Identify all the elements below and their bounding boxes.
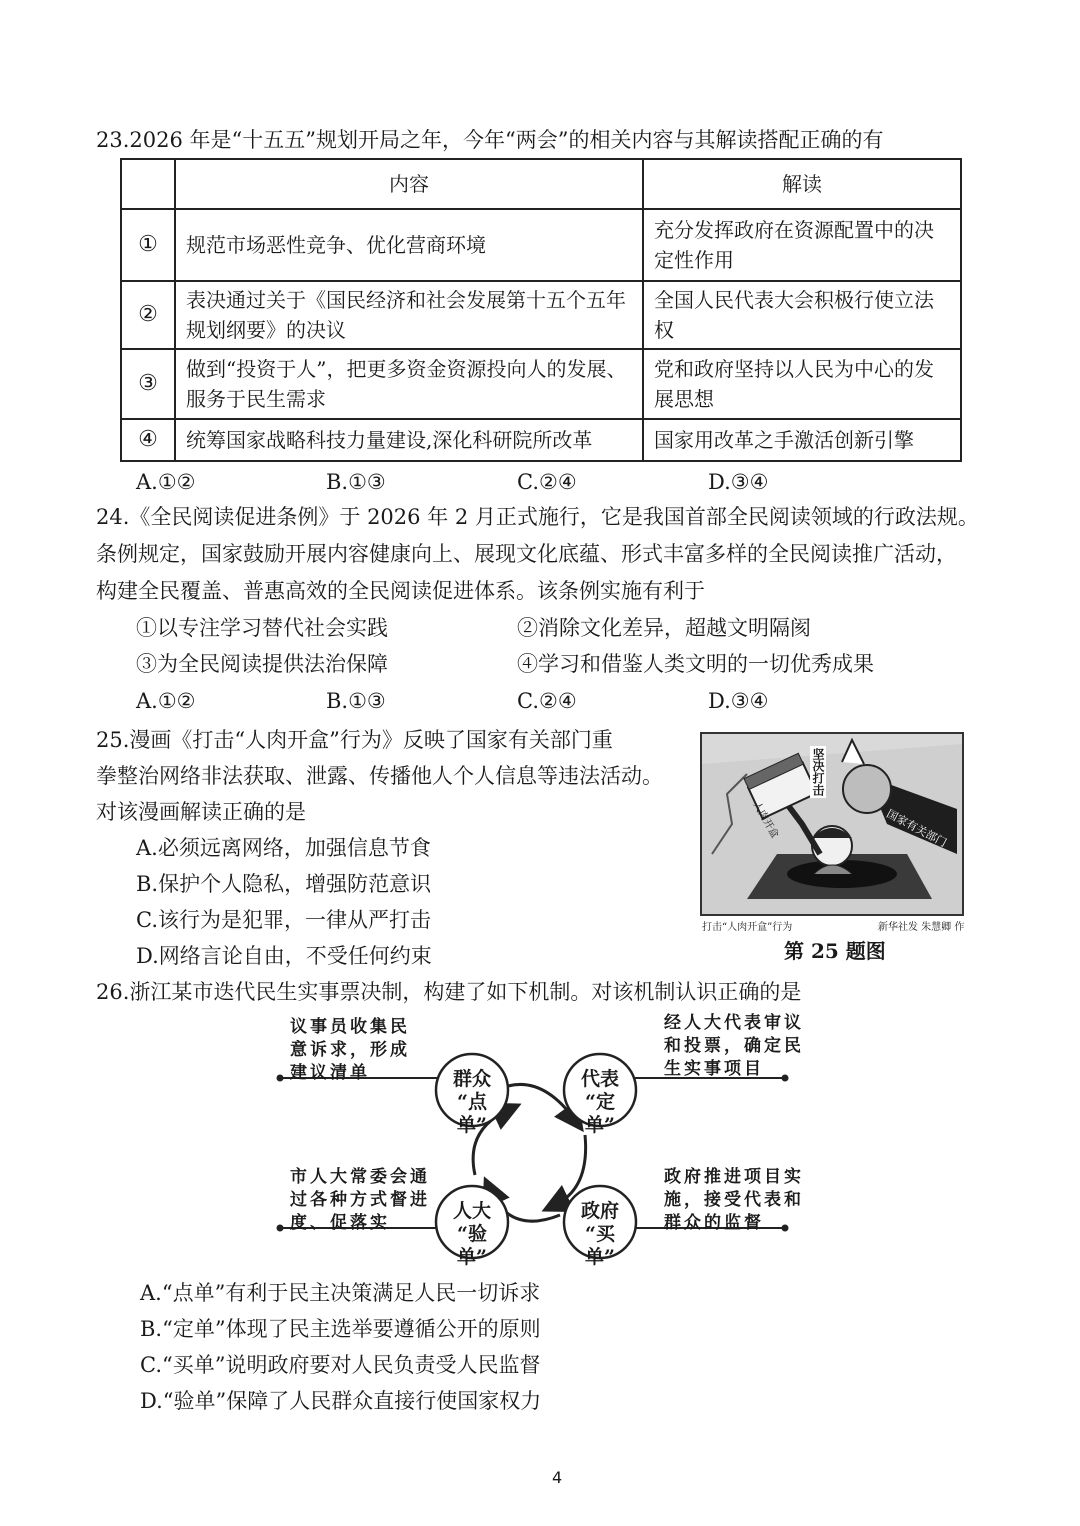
q24-option-c[interactable]: C.②④: [517, 689, 577, 713]
table-row: [121, 281, 961, 349]
table-header-row: [121, 159, 961, 209]
row-number: ③: [121, 349, 175, 419]
node-label-top: 政府: [580, 1200, 619, 1222]
row-content: 统筹国家战略科技力量建设,深化科研院所改革: [175, 419, 643, 461]
q24-line-1: 24.《全民阅读促进条例》于 2026 年 2 月正式施行，它是我国首部全民阅读领域的行政法规。: [96, 505, 979, 529]
table-row: [121, 209, 961, 281]
row-number: ④: [121, 419, 175, 461]
q24-option-d[interactable]: D.③④: [708, 689, 769, 713]
arm-label: 国家有关部门: [884, 807, 949, 850]
q23-option-a[interactable]: A.①②: [136, 470, 196, 494]
cartoon-caption-left: 打击“人肉开盒”行为: [702, 922, 793, 933]
figure-caption: 第 25 题图: [784, 939, 886, 963]
desc-line: 经人大代表审议: [664, 1013, 804, 1033]
table-header-content: 内容: [175, 159, 643, 209]
box-label: 人肉开盒: [750, 800, 780, 841]
q25-line-3: 对该漫画解读正确的是: [96, 800, 306, 824]
q26-stem: 26.浙江某市迭代民生实事票决制，构建了如下机制。对该机制认识正确的是: [96, 980, 802, 1004]
desc-line: 施，接受代表和: [664, 1190, 804, 1210]
row-content: 表决通过关于《国民经济和社会发展第十五个五年规划纲要》的决议: [175, 281, 643, 349]
q24-option-b[interactable]: B.①③: [326, 689, 386, 713]
node-group-government: [574, 1200, 626, 1269]
desc-line: 过各种方式督进: [290, 1190, 430, 1210]
desc-government: [664, 1166, 804, 1235]
desc-line: 市人大常委会通: [290, 1167, 430, 1187]
desc-line: 度、促落实: [290, 1213, 390, 1233]
row-interp: 充分发挥政府在资源配置中的决定性作用: [643, 209, 961, 281]
table-row: [121, 349, 961, 419]
q24-choice-3: ③为全民阅读提供法治保障: [136, 652, 388, 676]
q24-choice-4: ④学习和借鉴人类文明的一切优秀成果: [517, 652, 874, 676]
table-row: [121, 419, 961, 461]
q25-line-1: 25.漫画《打击“人肉开盒”行为》反映了国家有关部门重: [96, 728, 613, 752]
q25-option-a[interactable]: A.必须远离网络，加强信息节食: [136, 836, 431, 860]
q23-stem: 23.2026 年是“十五五”规划开局之年，今年“两会”的相关内容与其解读搭配正确的有: [96, 128, 884, 152]
desc-line: 建议清单: [290, 1063, 370, 1083]
desc-masses: [290, 1016, 410, 1085]
row-interp: 党和政府坚持以人民为中心的发展思想: [643, 349, 961, 419]
cartoon-caption-right: 新华社发 朱慧卿 作: [878, 922, 965, 933]
node-label-bottom: “买单”: [585, 1223, 615, 1268]
row-interp: 国家用改革之手激活创新引擎: [643, 419, 961, 461]
q25-option-d[interactable]: D.网络言论自由，不受任何约束: [136, 944, 432, 968]
desc-line: 和投票，确定民: [664, 1036, 804, 1056]
node-label-top: 人大: [452, 1200, 491, 1222]
q24-choice-1: ①以专注学习替代社会实践: [136, 616, 388, 640]
q23-option-d[interactable]: D.③④: [708, 470, 769, 494]
node-label-bottom: “验单”: [457, 1223, 487, 1268]
desc-line: 意诉求，形成: [290, 1040, 410, 1060]
q24-line-3: 构建全民覆盖、普惠高效的全民阅读促进体系。该条例实施有利于: [96, 579, 705, 603]
q26-option-a[interactable]: A.“点单”有利于民主决策满足人民一切诉求: [140, 1281, 541, 1305]
fist-label: 坚决打击: [811, 748, 825, 796]
node-label-bottom: “点单”: [457, 1091, 487, 1136]
node-group-masses: [446, 1068, 498, 1137]
desc-line: 政府推进项目实: [664, 1167, 804, 1187]
desc-deputies: [664, 1012, 804, 1081]
q23-option-b[interactable]: B.①③: [326, 470, 386, 494]
page-number: 4: [552, 1468, 563, 1487]
row-interp: 全国人民代表大会积极行使立法权: [643, 281, 961, 349]
row-content: 规范市场恶性竞争、优化营商环境: [175, 209, 643, 281]
row-content: 做到“投资于人”，把更多资金资源投向人的发展、服务于民生需求: [175, 349, 643, 419]
row-number: ②: [121, 281, 175, 349]
q25-option-b[interactable]: B.保护个人隐私，增强防范意识: [136, 872, 432, 896]
table-header-interp: 解读: [643, 159, 961, 209]
q24-option-a[interactable]: A.①②: [136, 689, 196, 713]
desc-line: 议事员收集民: [290, 1017, 410, 1037]
q24-choice-2: ②消除文化差异，超越文明隔阂: [517, 616, 811, 640]
node-group-npc: [446, 1200, 498, 1269]
fist-icon: [843, 765, 891, 813]
q26-option-d[interactable]: D.“验单”保障了人民群众直接行使国家权力: [140, 1389, 542, 1413]
q25-option-c[interactable]: C.该行为是犯罪，一律从严打击: [136, 908, 431, 932]
node-label-bottom: “定单”: [585, 1091, 615, 1136]
desc-npc: [290, 1166, 430, 1235]
desc-line: 生实事项目: [664, 1059, 764, 1079]
q23-option-c[interactable]: C.②④: [517, 470, 577, 494]
node-group-deputies: [574, 1068, 626, 1137]
q26-option-c[interactable]: C.“买单”说明政府要对人民负责受人民监督: [140, 1353, 541, 1377]
table-header-blank: [121, 159, 175, 209]
q26-option-b[interactable]: B.“定单”体现了民主选举要遵循公开的原则: [140, 1317, 541, 1341]
q24-line-2: 条例规定，国家鼓励开展内容健康向上、展现文化底蕴、形式丰富多样的全民阅读推广活动，: [96, 542, 957, 566]
row-number: ①: [121, 209, 175, 281]
node-label-top: 代表: [580, 1068, 619, 1090]
desc-line: 群众的监督: [664, 1213, 764, 1233]
q25-cartoon: [700, 732, 964, 916]
q23-table: [120, 158, 962, 462]
q25-line-2: 拳整治网络非法获取、泄露、传播他人个人信息等违法活动。: [96, 764, 663, 788]
node-label-top: 群众: [452, 1068, 491, 1090]
